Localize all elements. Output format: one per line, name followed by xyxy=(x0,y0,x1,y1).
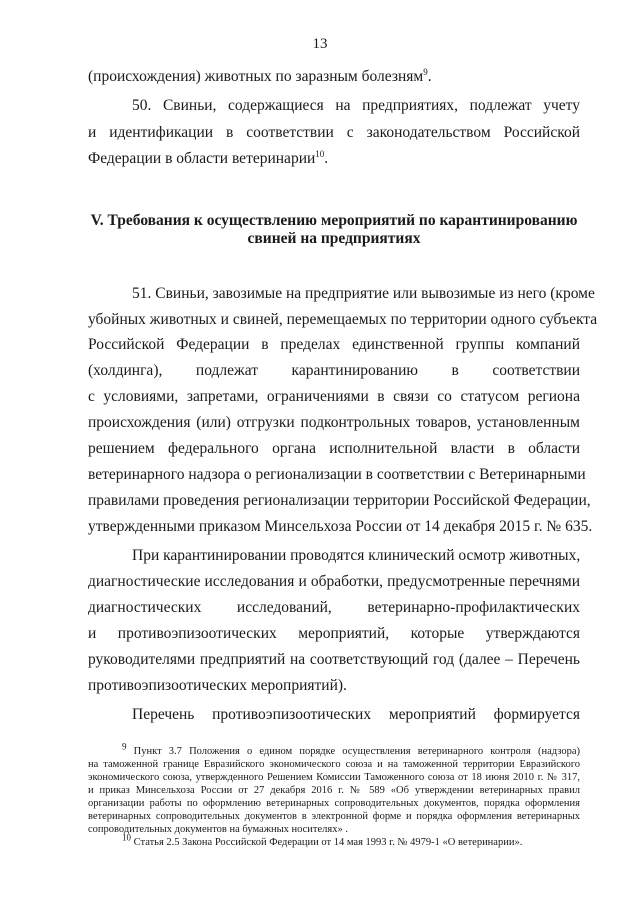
list-paragraph-line: Перечень противоэпизоотических мероприятий формируется xyxy=(132,706,580,723)
footnote-9-line: и приказ Минсельхоза России от 27 декабря 2016 г. № 589 «Об утверждении ветеринарных правил xyxy=(88,785,580,796)
paragraph-51-line: (холдинга), подлежат карантинированию в соответствии xyxy=(88,362,580,379)
paragraph-51-line: ветеринарного надзора о регионализации в соответствии с Ветеринарными xyxy=(88,466,586,483)
paragraph-51-line: 51. Свиньи, завозимые на предприятие или вывозимые из него (кроме xyxy=(132,285,595,302)
footnote-9-line: на таможенной границе Евразийского экономического союза и на таможенной территории Евразийского xyxy=(88,759,580,770)
section-heading-line-1: V. Требования к осуществлению мероприятий по карантинированию xyxy=(90,212,578,229)
paragraph-51-line: убойных животных и свиней, перемещаемых по территории одного субъекта xyxy=(88,311,598,328)
footnote-9-line: экономического союза, утвержденного Решением Комиссии Таможенного союза от 18 июня 2010 г. № 317, xyxy=(88,772,580,783)
paragraph-50-line-3: Федерации в области ветеринарии$^{10}$. xyxy=(88,148,329,167)
paragraph-50-line-2: и идентификации в соответствии с законодательством Российской xyxy=(88,124,580,141)
footnote-9-line: организации работы по оформлению ветеринарных сопроводительных документов, порядка оформления xyxy=(88,798,580,809)
paragraph-51-line: с условиями, запретами, ограничениями в связи со статусом региона xyxy=(88,388,580,405)
paragraph-51-line: происхождения (или) отгрузки подконтрольных товаров, установленным xyxy=(88,414,580,431)
footnote-mark-9: 9 xyxy=(122,741,127,752)
text-line: (происхождения) животных по заразным болезням$^9$. xyxy=(88,66,432,85)
quarantine-paragraph-line: противоэпизоотических мероприятий). xyxy=(88,677,347,694)
paragraph-51-line: решением федерального органа исполнительной власти в области xyxy=(88,440,580,457)
paragraph-50-line-1: 50. Свиньи, содержащиеся на предприятиях, подлежат учету xyxy=(132,97,580,114)
paragraph-51-line: Российской Федерации в пределах единственной группы компаний xyxy=(88,336,580,353)
quarantine-paragraph-line: диагностические исследования и обработки, предусмотренные перечнями xyxy=(88,573,580,590)
footnote-10: $^{10}$ Статья 2.5 Закона Российской Федерации от 14 мая 1993 г. № 4979-1 «О ветеринарии». xyxy=(122,832,523,848)
section-heading-line-2: свиней на предприятиях xyxy=(247,230,421,247)
footnote-9-line: сопроводительных документов на бумажных носителях» . xyxy=(88,824,348,835)
quarantine-paragraph-line: руководителями предприятий на соответствующий год (далее – Перечень xyxy=(88,651,580,668)
footnote-9: $^9$ Пункт 3.7 Положения о едином порядке осуществления ветеринарного контроля (надзора) xyxy=(122,741,580,757)
footnote-ref-10: 10 xyxy=(315,148,325,159)
page-number: 13 xyxy=(312,36,328,52)
quarantine-paragraph-line: и противоэпизоотических мероприятий, которые утверждаются xyxy=(88,625,580,642)
quarantine-paragraph-line: При карантинировании проводятся клинический осмотр животных, xyxy=(132,547,581,564)
footnote-mark-10: 10 xyxy=(122,832,131,843)
quarantine-paragraph-line: диагностических исследований, ветеринарно-профилактических xyxy=(88,599,580,616)
paragraph-51-line: утвержденными приказом Минсельхоза России от 14 декабря 2015 г. № 635. xyxy=(88,518,593,535)
footnote-ref-9: 9 xyxy=(423,66,428,77)
footnote-9-line: ветеринарных сопроводительных документов в электронной форме и порядка оформления ветеринарных xyxy=(88,811,580,822)
paragraph-51-line: правилами проведения регионализации территории Российской Федерации, xyxy=(88,492,591,509)
